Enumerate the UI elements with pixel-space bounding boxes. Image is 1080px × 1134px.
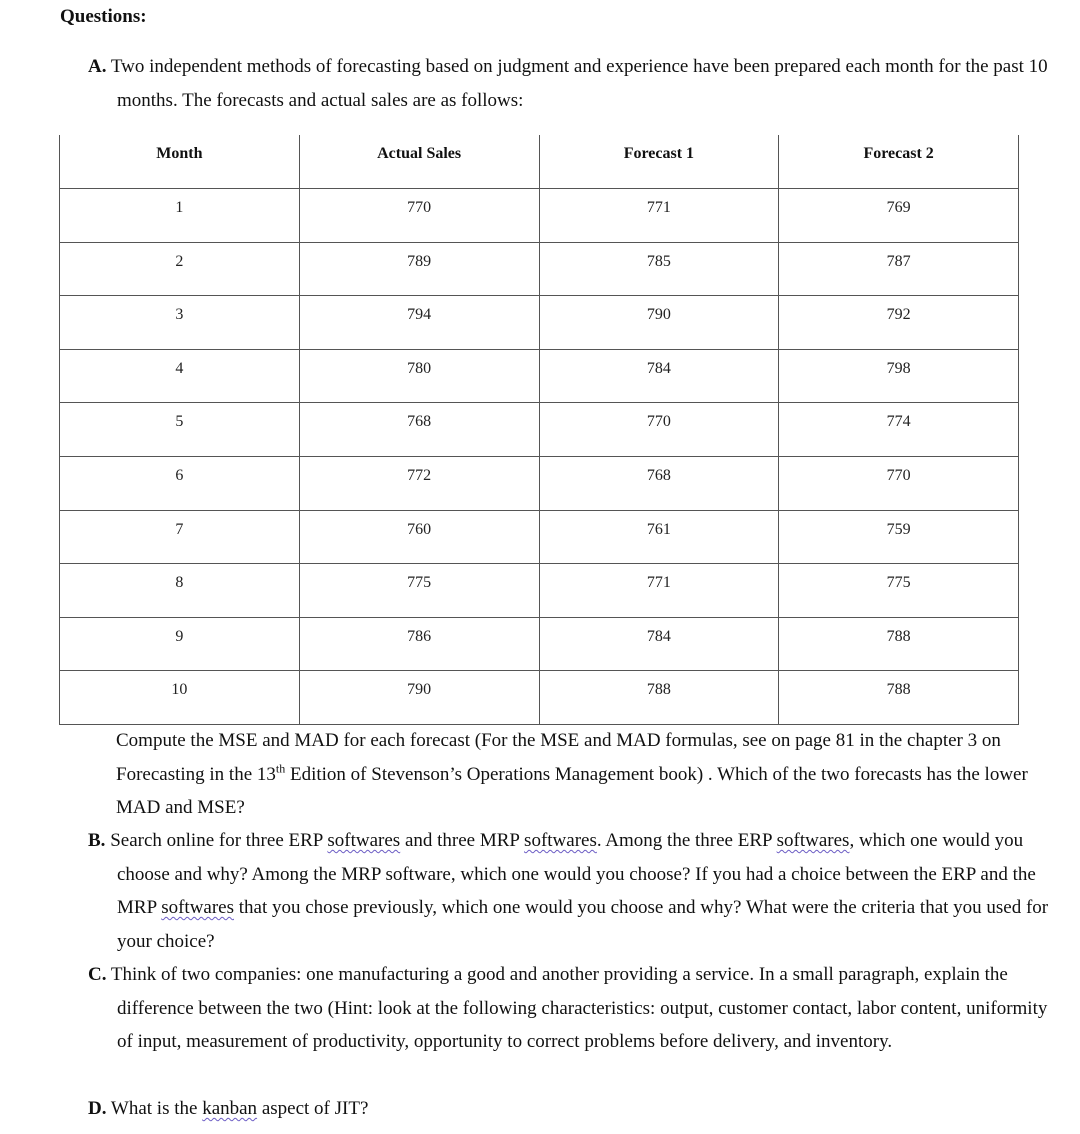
cell-actual-sales: 775: [299, 564, 539, 618]
cell-actual-sales: 790: [299, 671, 539, 725]
cell-actual-sales: 770: [299, 189, 539, 243]
cell-forecast-2: 775: [779, 564, 1019, 618]
table-row: [60, 457, 1019, 511]
cell-forecast-2: 770: [779, 457, 1019, 511]
question-b-text-2: and three MRP: [400, 830, 525, 851]
question-b: [88, 824, 1067, 958]
table-row: [60, 671, 1019, 725]
table-row: [60, 242, 1019, 296]
cell-month: 7: [60, 510, 300, 564]
column-header-forecast-1: Forecast 1: [539, 135, 779, 189]
cell-actual-sales: 768: [299, 403, 539, 457]
question-b-label: B.: [88, 830, 106, 851]
cell-forecast-1: 788: [539, 671, 779, 725]
page-heading: Questions:: [60, 6, 147, 27]
cell-forecast-1: 790: [539, 296, 779, 350]
table-row: [60, 617, 1019, 671]
table-row: [60, 189, 1019, 243]
question-d-text-1: What is the: [110, 1098, 203, 1119]
table-row: [60, 349, 1019, 403]
cell-actual-sales: 794: [299, 296, 539, 350]
cell-actual-sales: 789: [299, 242, 539, 296]
cell-forecast-2: 788: [779, 617, 1019, 671]
question-d-text-2: aspect of JIT?: [257, 1098, 369, 1119]
cell-month: 4: [60, 349, 300, 403]
spellcheck-word: kanban: [202, 1098, 258, 1119]
cell-forecast-1: 784: [539, 349, 779, 403]
question-a-text: Two independent methods of forecasting based on judgment and experience have been prepared each month for the past 10 months. The forecasts and actual sales are as follows:: [110, 56, 1048, 111]
question-d-label: D.: [88, 1098, 107, 1119]
cell-forecast-1: 785: [539, 242, 779, 296]
sales-forecast-table: [59, 135, 1019, 725]
question-b-text-1: Search online for three ERP: [110, 830, 328, 851]
compute-text-after: Edition of Stevenson’s Operations Management book) . Which of the two forecasts has the lower MAD and MSE?: [116, 763, 1028, 818]
table-row: [60, 510, 1019, 564]
cell-forecast-2: 788: [779, 671, 1019, 725]
question-b-text-4: , which one would you choose and why? Among the MRP software, which one would you choose? If you had a choice between the ERP and the MRP: [117, 830, 1036, 918]
spellcheck-word: softwares: [161, 897, 234, 918]
compute-text-before: Compute the MSE and MAD for each forecast (For the MSE and MAD formulas, see on page 81 in the chapter 3 on Forecasting in the 13: [116, 730, 1001, 785]
spellcheck-word: softwares: [776, 830, 850, 851]
question-a-label: A.: [88, 56, 107, 77]
compute-superscript: th: [275, 761, 286, 776]
cell-actual-sales: 786: [299, 617, 539, 671]
cell-forecast-1: 784: [539, 617, 779, 671]
question-c-label: C.: [88, 964, 107, 985]
cell-month: 6: [60, 457, 300, 511]
cell-forecast-2: 774: [779, 403, 1019, 457]
spellcheck-word: softwares: [327, 830, 401, 851]
cell-forecast-1: 770: [539, 403, 779, 457]
cell-forecast-1: 761: [539, 510, 779, 564]
cell-forecast-2: 759: [779, 510, 1019, 564]
cell-month: 3: [60, 296, 300, 350]
column-header-month: Month: [60, 135, 300, 189]
cell-forecast-2: 798: [779, 349, 1019, 403]
cell-month: 10: [60, 671, 300, 725]
cell-forecast-1: 768: [539, 457, 779, 511]
cell-actual-sales: 760: [299, 510, 539, 564]
cell-actual-sales: 780: [299, 349, 539, 403]
column-header-forecast-2: Forecast 2: [779, 135, 1019, 189]
cell-forecast-2: 792: [779, 296, 1019, 350]
cell-forecast-1: 771: [539, 189, 779, 243]
cell-actual-sales: 772: [299, 457, 539, 511]
cell-month: 5: [60, 403, 300, 457]
table-row: [60, 403, 1019, 457]
question-d: [88, 1092, 1067, 1126]
cell-forecast-2: 769: [779, 189, 1019, 243]
cell-month: 1: [60, 189, 300, 243]
question-b-text-5: that you chose previously, which one would you choose and why? What were the criteria that you used for your choice?: [117, 897, 1049, 952]
cell-month: 2: [60, 242, 300, 296]
question-a: [88, 50, 1067, 117]
spellcheck-word: softwares: [524, 830, 597, 851]
cell-month: 9: [60, 617, 300, 671]
table-row: [60, 296, 1019, 350]
cell-forecast-1: 771: [539, 564, 779, 618]
question-c: [88, 958, 1067, 1059]
table-header-row: [60, 135, 1019, 189]
compute-instructions: [116, 724, 1046, 825]
column-header-actual-sales: Actual Sales: [299, 135, 539, 189]
question-b-text-3: . Among the three ERP: [596, 830, 777, 851]
table-row: [60, 564, 1019, 618]
cell-forecast-2: 787: [779, 242, 1019, 296]
question-c-text: Think of two companies: one manufacturing a good and another providing a service. In a small paragraph, explain the difference between the two (Hint: look at the following characteristics: output, customer contact, labor content, uniformity of input, measurement of productivity, opportunity to correct problems before delivery, and inventory.: [110, 964, 1048, 1052]
cell-month: 8: [60, 564, 300, 618]
